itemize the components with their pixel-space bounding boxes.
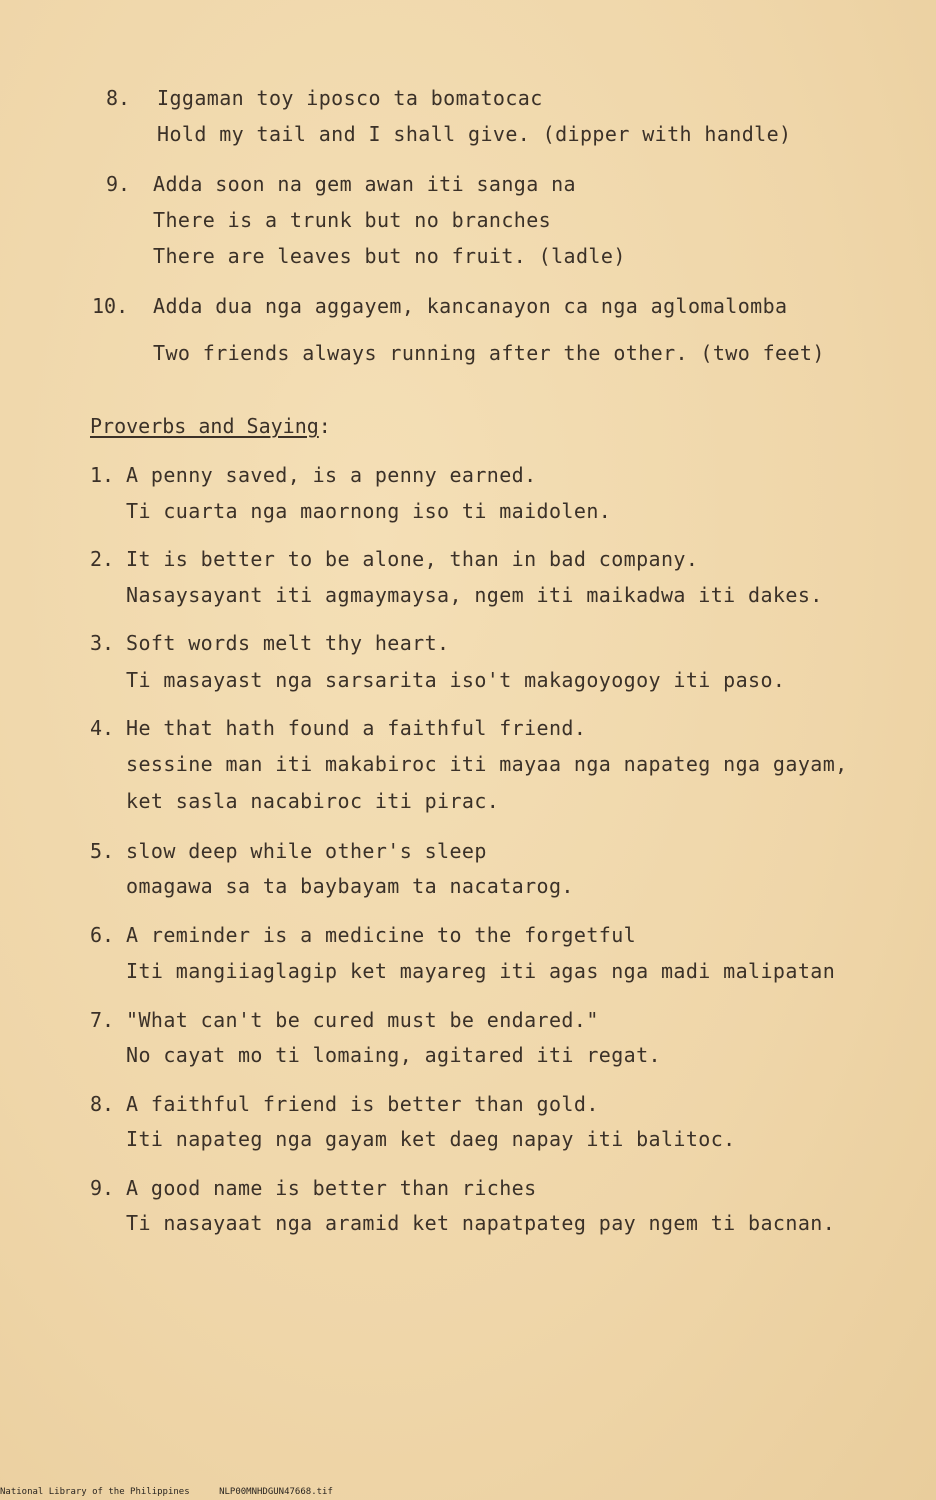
proverbs-heading-title: Proverbs and Saying [90, 414, 319, 438]
proverb-line: Ti nasayaat nga aramid ket napatpateg pay ngem ti bacnan. [126, 1211, 836, 1235]
proverb-number: 4. [90, 716, 115, 740]
proverb-line: It is better to be alone, than in bad company. [126, 547, 699, 571]
proverb-line: sessine man iti makabiroc iti mayaa nga napateg nga gayam, [126, 752, 848, 776]
proverb-line: A penny saved, is a penny earned. [126, 463, 537, 487]
riddle-line: There are leaves but no fruit. (ladle) [153, 244, 626, 268]
proverbs-heading [90, 413, 331, 439]
riddle-line: Adda dua nga aggayem, kancanayon ca nga aglomalomba [153, 294, 788, 318]
riddle-number: 9. [106, 172, 131, 196]
proverb-number: 1. [90, 463, 115, 487]
proverb-line: A reminder is a medicine to the forgetful [126, 923, 637, 947]
proverb-number: 2. [90, 547, 115, 571]
riddle-number: 8. [106, 86, 131, 110]
footer-library: National Library of the Philippines [0, 1487, 190, 1497]
proverb-number: 5. [90, 839, 115, 863]
scan-footer [0, 1486, 357, 1498]
riddle-line: There is a trunk but no branches [153, 208, 552, 232]
proverb-line: Ti cuarta nga maornong iso ti maidolen. [126, 499, 612, 523]
proverb-number: 3. [90, 631, 115, 655]
proverb-line: A good name is better than riches [126, 1176, 537, 1200]
riddle-line: Iggaman toy iposco ta bomatocac [157, 86, 543, 110]
proverb-line: No cayat mo ti lomaing, agitared iti regat. [126, 1043, 661, 1067]
proverb-number: 7. [90, 1008, 115, 1032]
proverb-line: Iti napateg nga gayam ket daeg napay iti balitoc. [126, 1127, 736, 1151]
riddle-number: 10. [92, 294, 129, 318]
proverb-number: 8. [90, 1092, 115, 1116]
proverb-line: A faithful friend is better than gold. [126, 1092, 599, 1116]
riddle-line: Adda soon na gem awan iti sanga na [153, 172, 576, 196]
proverb-line: Nasaysayant iti agmaymaysa, ngem iti maikadwa iti dakes. [126, 583, 823, 607]
proverb-line: "What can't be cured must be endared." [126, 1008, 599, 1032]
proverb-line: He that hath found a faithful friend. [126, 716, 587, 740]
proverb-number: 6. [90, 923, 115, 947]
proverbs-heading-colon: : [318, 414, 331, 438]
proverb-line: Soft words melt thy heart. [126, 631, 450, 655]
proverb-line: ket sasla nacabiroc iti pirac. [126, 789, 500, 813]
riddle-line: Hold my tail and I shall give. (dipper with handle) [157, 122, 792, 146]
proverb-line: omagawa sa ta baybayam ta nacatarog. [126, 874, 574, 898]
proverb-number: 9. [90, 1176, 115, 1200]
footer-file: NLP00MNHDGUN47668.tif [219, 1487, 333, 1497]
proverb-line: Ti masayast nga sarsarita iso't makagoyogoy iti paso. [126, 668, 786, 692]
proverb-line: Iti mangiiaglagip ket mayareg iti agas nga madi malipatan [126, 959, 836, 983]
proverb-line: slow deep while other's sleep [126, 839, 487, 863]
riddle-line: Two friends always running after the other. (two feet) [153, 341, 825, 365]
